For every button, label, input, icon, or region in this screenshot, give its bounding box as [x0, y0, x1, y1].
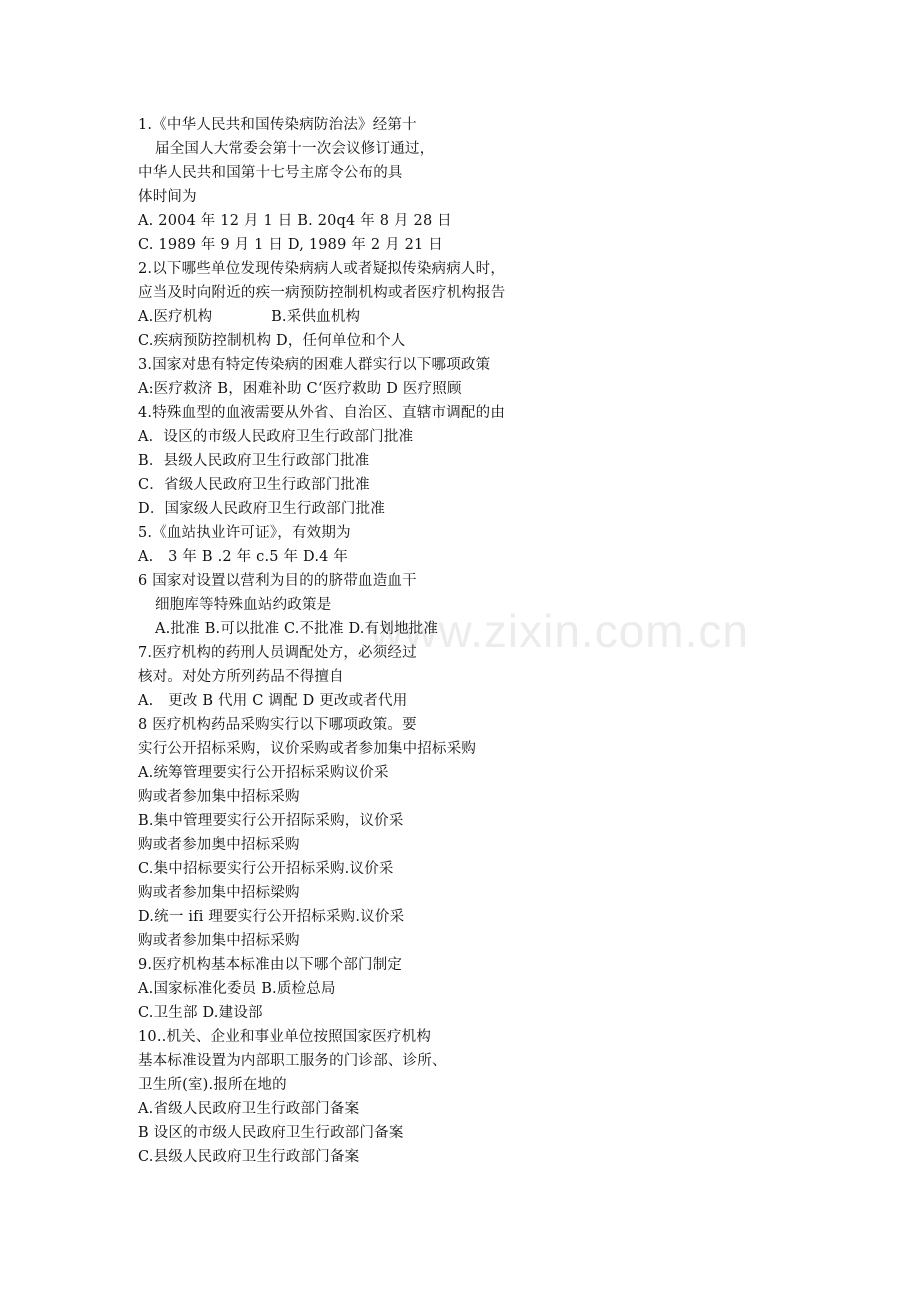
question-2-options-ab: A.医疗机构 B.采供血机构: [138, 309, 361, 325]
document-body: [138, 113, 838, 1169]
question-1-line-1: 1.《中华人民共和国传染病防治法》经第十: [138, 117, 417, 133]
question-8-line-2: 实行公开招标采购，议价采购或者参加集中招标采购: [138, 741, 477, 757]
question-1-options-cd: C. 1989 年 9 月 1 日 D, 1989 年 2 月 21 日: [138, 237, 443, 253]
question-8-line-1: 8 医疗机构药品采购实行以下哪项政策。要: [138, 717, 417, 733]
question-9-options-ab: A.国家标准化委员 B.质检总局: [138, 981, 336, 997]
question-10-option-b: B 设区的市级人民政府卫生行政部门备案: [138, 1125, 404, 1141]
question-1-line-3: 中华人民共和国第十七号主席令公布的具: [138, 165, 403, 181]
question-8-option-b-2: 购或者参加奥中招标采购: [138, 837, 300, 853]
question-6-options: A.批准 B.可以批准 C.不批准 D.有划地批准: [155, 621, 439, 637]
question-8-option-a-2: 购或者参加集中招标采购: [138, 789, 300, 805]
question-8-option-d-1: D.统一 ifi 理要实行公开招标采购.议价采: [138, 909, 405, 925]
watermark-text: www.zixin.com.cn: [370, 605, 749, 657]
question-2-options-cd: C.疾病预防控制机构 D，任何单位和个人: [138, 333, 406, 349]
question-8-option-a-1: A.统筹管理要实行公开招标采购议价采: [138, 765, 389, 781]
question-8-option-c-1: C.集中招标要实行公开招标采购.议价采: [138, 861, 394, 877]
question-8-option-b-1: B.集中管理要实行公开招际采购，议价采: [138, 813, 404, 829]
question-4-option-a: A．设区的市级人民政府卫生行政部门批准: [138, 429, 414, 445]
question-4-option-d: D．国家级人民政府卫生行政部门批准: [138, 501, 386, 517]
question-10-option-a: A.省级人民政府卫生行政部门备案: [138, 1101, 360, 1117]
question-2-line-1: 2.以下哪些单位发现传染病病人或者疑拟传染病病人时，: [138, 261, 506, 277]
question-5-options: A. 3 年 B .2 年 c.5 年 D.4 年: [138, 549, 349, 565]
question-7-options: A. 更改 B 代用 C 调配 D 更改或者代用: [138, 693, 408, 709]
question-1-line-2: 届全国人大常委会第十一次会议修订通过，: [155, 141, 435, 157]
question-3-line-1: 3.国家对患有特定传染病的困难人群实行以下哪项政策: [138, 357, 491, 373]
question-1-line-4: 体时间为: [138, 189, 197, 205]
question-9-options-cd: C.卫生部 D.建设部: [138, 1005, 263, 1021]
question-7-line-2: 核对。对处方所列药品不得擅自: [138, 669, 344, 685]
question-6-line-2: 细胞库等特殊血站约政策是: [155, 597, 332, 613]
question-8-option-d-2: 购或者参加集中招标采购: [138, 933, 300, 949]
question-10-line-2: 基本标准设置为内部职工服务的门诊部、诊所、: [138, 1053, 447, 1069]
question-8-option-c-2: 购或者参加集中招标梁购: [138, 885, 300, 901]
question-4-line-1: 4.特殊血型的血液需要从外省、自治区、直辖市调配的由: [138, 405, 506, 421]
question-2-line-2: 应当及时向附近的疾一病预防控制机构或者医疗机构报告: [138, 285, 506, 301]
question-10-line-1: 10..机关、企业和事业单位按照国家医疗机构: [138, 1029, 432, 1045]
question-3-options: A:医疗救济 B，困难补助 C‘医疗救助 D 医疗照顾: [138, 381, 462, 397]
question-10-line-3: 卫生所(室).报所在地的: [138, 1077, 287, 1093]
question-1-options-ab: A. 2004 年 12 月 1 日 B. 20q4 年 8 月 28 日: [138, 213, 452, 229]
question-5-line-1: 5.《血站执业许可证》，有效期为: [138, 525, 351, 541]
question-10-option-c: C.县级人民政府卫生行政部门备案: [138, 1149, 360, 1165]
question-7-line-1: 7.医疗机构的药刑人员调配处方，必须经过: [138, 645, 417, 661]
question-6-line-1: 6 国家对设置以营利为目的的脐带血造血干: [138, 573, 417, 589]
question-9-line-1: 9.医疗机构基本标准由以下哪个部门制定: [138, 957, 403, 973]
question-4-option-b: B．县级人民政府卫生行政部门批准: [138, 453, 370, 469]
question-4-option-c: C．省级人民政府卫生行政部门批准: [138, 477, 370, 493]
